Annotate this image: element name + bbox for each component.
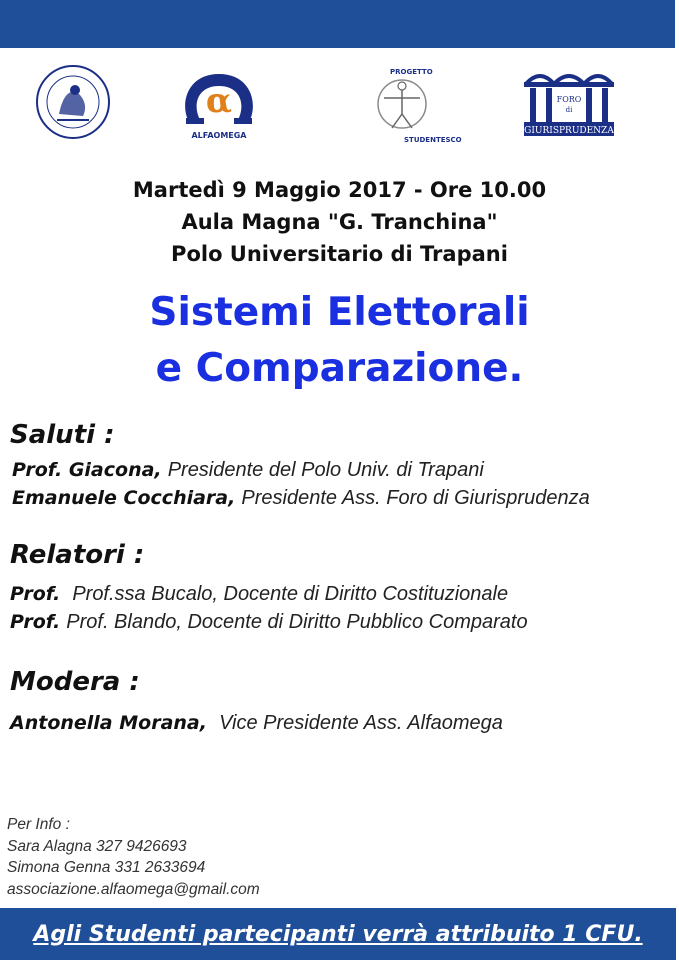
contact-line-2: Simona Genna 331 2633694 <box>7 859 206 876</box>
svg-text:di: di <box>565 106 573 114</box>
footer-cfu-text: Agli Studenti partecipanti verrà attribuito 1 CFU. <box>33 921 643 947</box>
contact-info <box>7 814 260 900</box>
saluti-person-1: Prof. Giacona, <box>12 459 162 481</box>
event-title-line-1: Sistemi Elettorali <box>149 290 530 335</box>
contact-email[interactable]: associazione.alfaomega@gmail.com <box>7 880 260 898</box>
alfaomega-logo-label: ALFAOMEGA <box>191 131 247 140</box>
modera-row-1 <box>10 712 503 735</box>
saluti-role-1: Presidente del Polo Univ. di Trapani <box>167 459 484 481</box>
relatori-person-1: Prof. <box>10 583 61 605</box>
svg-text:STUDENTESCO: STUDENTESCO <box>404 136 462 144</box>
saluti-heading: Saluti : <box>10 420 115 450</box>
relatori-role-2: Prof. Blando, Docente di Diritto Pubblico Comparato <box>66 611 528 633</box>
top-banner <box>0 0 675 48</box>
modera-heading: Modera : <box>10 667 140 697</box>
svg-text:α: α <box>205 81 233 121</box>
relatori-row-1 <box>10 583 508 606</box>
progetto-studentesco-logo <box>360 62 462 146</box>
relatori-role-1: Prof.ssa Bucalo, Docente di Diritto Costituzionale <box>72 583 509 605</box>
event-datetime: Martedì 9 Maggio 2017 - Ore 10.00 <box>132 178 547 202</box>
contact-label: Per Info : <box>7 816 70 833</box>
saluti-person-2: Emanuele Cocchiara, <box>12 487 236 509</box>
saluti-row-1 <box>12 459 484 482</box>
relatori-heading: Relatori : <box>10 540 145 570</box>
svg-text:PROGETTO: PROGETTO <box>390 68 433 76</box>
foro-giurisprudenza-logo <box>520 66 618 138</box>
alfaomega-logo <box>178 62 260 144</box>
university-seal-logo <box>35 64 111 140</box>
event-title-line-2: e Comparazione. <box>155 346 524 391</box>
relatori-row-2 <box>10 611 528 634</box>
event-location: Polo Universitario di Trapani <box>171 242 508 266</box>
contact-line-1: Sara Alagna 327 9426693 <box>7 837 187 855</box>
relatori-person-2: Prof. <box>10 611 61 633</box>
saluti-row-2 <box>12 487 590 510</box>
modera-role-1: Vice Presidente Ass. Alfaomega <box>219 712 503 734</box>
event-venue: Aula Magna "G. Tranchina" <box>181 210 498 234</box>
svg-text:GIURISPRUDENZA: GIURISPRUDENZA <box>524 126 614 136</box>
saluti-role-2: Presidente Ass. Foro di Giurisprudenza <box>241 487 590 509</box>
modera-person-1: Antonella Morana, <box>10 712 207 734</box>
footer-banner <box>0 908 676 960</box>
svg-text:FORO: FORO <box>556 95 582 104</box>
